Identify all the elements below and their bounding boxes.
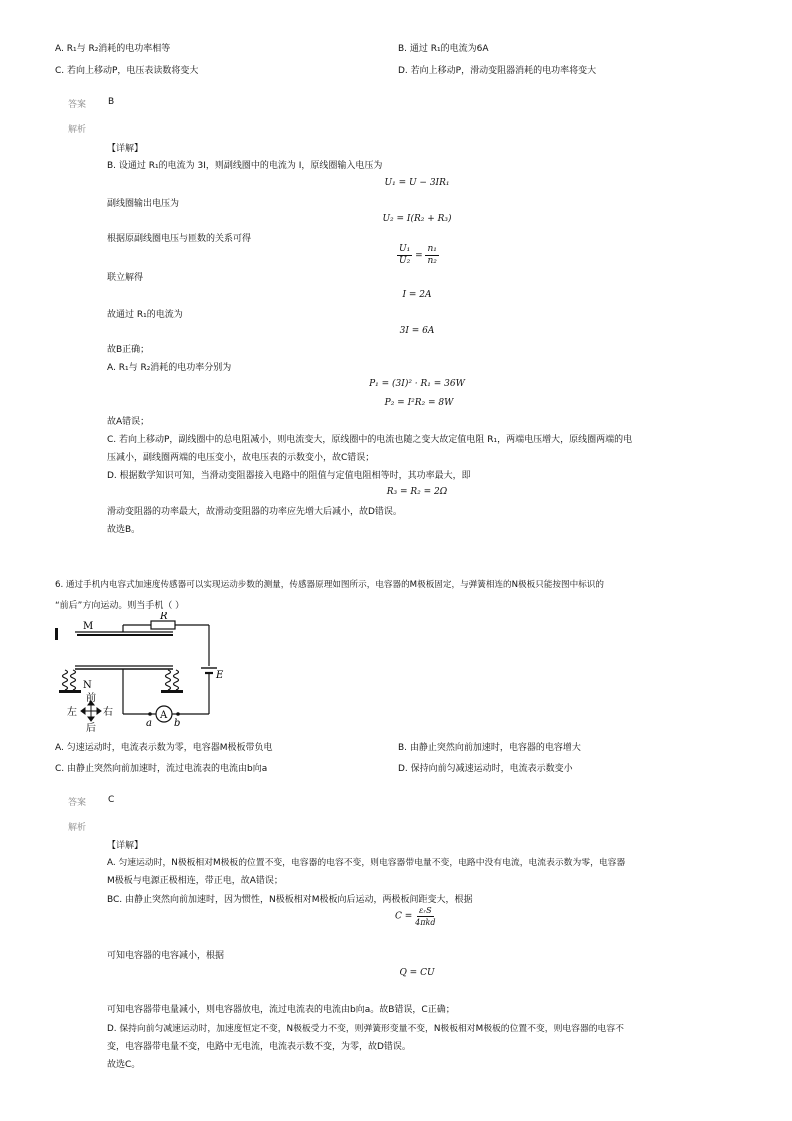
q5-equation-8: R₃ = R₂ = 2Ω — [386, 487, 448, 497]
q5-option-c: C. 若向上移动P，电压表读数将变大 — [55, 66, 199, 76]
q6-stem-line-1: 6. 通过手机内电容式加速度传感器可以实现运动步数的测量，传感器原理如图所示，电容器的M极板固定，与弹簧相连的N极板只能按图中标识的 — [55, 580, 604, 590]
q5-option-b: B. 通过 R₁的电流为6A — [398, 44, 489, 54]
eq3-num-left: U₁ — [399, 244, 411, 254]
q6-equation-1 — [395, 905, 436, 928]
label-front: 前 — [86, 693, 96, 704]
label-n: N — [83, 680, 92, 691]
q6-equation-2: Q = CU — [399, 968, 435, 978]
q5-line-3: 根据原副线圈电压与匝数的关系可得 — [107, 234, 252, 244]
q6-circuit-figure — [55, 612, 225, 738]
q6-option-b: B. 由静止突然向前加速时，电容器的电容增大 — [398, 743, 581, 753]
q5-line-10: 压减小，副线圈两端的电压变小，故电压表的示数变小，故C错误； — [107, 453, 375, 463]
eq1-numerator: εᵣS — [419, 906, 432, 915]
label-m: M — [83, 621, 94, 632]
label-a: a — [146, 718, 152, 729]
q5-line-12: 滑动变阻器的功率最大，故滑动变阻器的功率应先增大后减小，故D错误。 — [107, 507, 402, 517]
q5-equation-7: P₂ = I²R₂ = 8W — [384, 398, 454, 408]
q6-line-3: BC. 由静止突然向前加速时，因为惯性，N极板相对M极板向后运动，两极板间距变大，根据 — [107, 895, 473, 905]
q6-option-d: D. 保持向前匀减速运动时，电流表示数变小 — [398, 764, 573, 774]
resistor-r — [151, 621, 175, 629]
eq1-denominator: 4πkd — [415, 918, 436, 927]
label-b: b — [174, 718, 181, 729]
q6-line-4: 可知电容器的电容减小，根据 — [107, 951, 225, 961]
q5-line-8: 故A错误； — [107, 417, 150, 427]
q6-stem-line-2: “前后”方向运动。则当手机（ ） — [55, 601, 185, 611]
label-e: E — [216, 670, 224, 681]
q5-equation-1: U₁ = U − 3IR₁ — [384, 178, 450, 188]
eq3-den-right: n₂ — [427, 256, 437, 266]
label-ammeter: A — [160, 710, 168, 721]
q5-line-4: 联立解得 — [107, 273, 144, 283]
q6-line-7: 变，电容器带电量不变，电路中无电流，电流表示数不变，为零，故D错误。 — [107, 1042, 411, 1052]
q5-line-6: 故B正确； — [107, 345, 150, 355]
eq3-num-right: n₁ — [427, 244, 437, 254]
label-left: 左 — [67, 707, 77, 718]
q6-line-2: M极板与电源正极相连，带正电，故A错误； — [107, 876, 283, 886]
eq1-left: C = — [395, 911, 413, 922]
label-r: R — [160, 612, 168, 622]
q6-answer-value: C — [108, 795, 115, 805]
q5-line-13: 故选B。 — [107, 525, 141, 535]
direction-cross — [81, 701, 101, 721]
q5-equation-3: $\frac{\text{U₁}}{\text{U₂}}$ = $\frac{\text{n₁}}{\text{n₂}}$ — [399, 244, 437, 266]
label-back: 后 — [86, 723, 96, 734]
q6-option-c: C. 由静止突然向前加速时，流过电流表的电流由b向a — [55, 764, 268, 774]
q5-equation-5: 3I = 6A — [399, 326, 435, 336]
q6-answer-label: 答案 — [68, 798, 87, 808]
q5-line-11: D. 根据数学知识可知，当滑动变阻器接入电路中的阻值与定值电阻相等时，其功率最大，即 — [107, 471, 471, 481]
q5-analysis-label: 解析 — [68, 125, 87, 135]
q6-line-5: 可知电容器带电量减小，则电容器放电，流过电流表的电流由b向a。故B错误，C正确； — [107, 1005, 455, 1015]
eq3-den-left: U₂ — [399, 256, 411, 266]
fixed-wall — [55, 628, 58, 640]
base-left — [59, 690, 81, 693]
label-right: 右 — [103, 707, 113, 718]
q5-line-7: A. R₁与 R₂消耗的电功率分别为 — [107, 363, 232, 373]
q6-detail-heading: 【详解】 — [107, 841, 144, 851]
q5-line-5: 故通过 R₁的电流为 — [107, 310, 183, 320]
q5-option-d: D. 若向上移动P，滑动变阻器消耗的电功率将变大 — [398, 66, 597, 76]
q5-line-2: 副线圈输出电压为 — [107, 199, 180, 209]
q5-option-a: A. R₁与 R₂消耗的电功率相等 — [55, 44, 171, 54]
q5-equation-2: U₂ = I(R₂ + R₃) — [382, 214, 452, 224]
q5-detail-heading: 【详解】 — [107, 144, 144, 154]
q5-equation-6: P₁ = (3I)² · R₁ = 36W — [369, 379, 465, 389]
q6-line-6: D. 保持向前匀减速运动时，加速度恒定不变，N极板受力不变，则弹簧形变量不变，N极板相对M极板的位置不变，则电容器的电容不 — [107, 1024, 624, 1034]
q5-answer-label: 答案 — [68, 100, 87, 110]
q5-equation-4: I = 2A — [402, 290, 432, 300]
q5-line-1: B. 设通过 R₁的电流为 3I，则副线圈中的电流为 I，原线圈输入电压为 — [107, 161, 383, 171]
base-right — [161, 690, 183, 693]
q5-answer-value: B — [108, 97, 115, 107]
q6-line-8: 故选C。 — [107, 1060, 141, 1070]
q5-line-9: C. 若向上移动P，副线圈中的总电阻减小，则电流变大，原线圈中的电流也随之变大故定值电阻 R₁，两端电压增大，原线圈两端的电 — [107, 435, 633, 445]
q6-line-1: A. 匀速运动时，N极板相对M极板的位置不变，电容器的电容不变，则电容器带电量不变，电路中没有电流，电流表示数为零，电容器 — [107, 858, 626, 868]
q6-analysis-label: 解析 — [68, 823, 87, 833]
q6-option-a: A. 匀速运动时，电流表示数为零，电容器M极板带负电 — [55, 743, 273, 753]
